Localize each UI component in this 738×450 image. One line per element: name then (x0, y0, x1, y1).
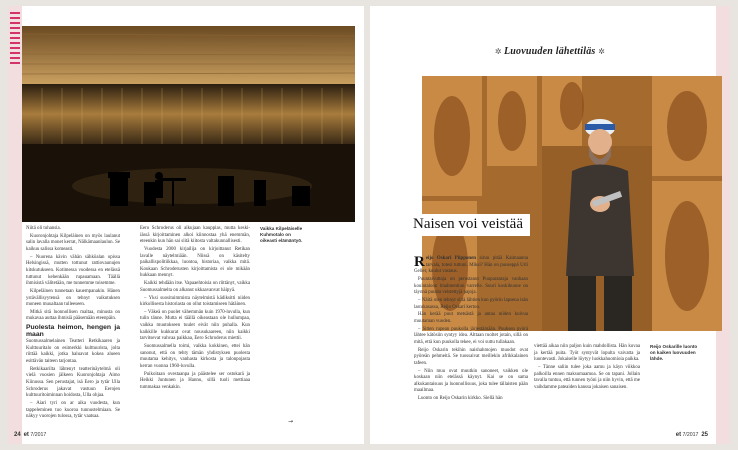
paragraph: – Yksi suosituimmista näytelmistä kädiksitti niiden kirkollisesta historiasta on ollut toistamiseen hätäinen. (140, 295, 250, 308)
ornament-icon: ✲ (494, 47, 504, 56)
paragraph: Puuntaivuttaja on perustanut Puuparantaja vanhaan koulutaloon lmalmentiun varrelle. Suuri koskihuone on täynnä puusta veistettyjä pajoja. (414, 276, 528, 296)
paragraph: – Aiari tyri on ar aika vuodesta, kun tappeleminen tuo kuoroa tunnustelmiaan. Se näkyy vuorojen tulossa, tytär vaatsaa. (26, 400, 120, 420)
magazine-brand: et (23, 432, 29, 438)
section-subhead: Puolesta heimon, hengen ja maan (26, 324, 120, 338)
paragraph: Vuodesta 2000 kirjailija on kirjoittanut Retikan lavalle näytelmiään. Niissä on käsitelty paikallispolitiikkaa, luontoa, historiaa, vaikka mitä. Koukaan Schroderusten kirjoittamista ei ole mikään hukkaan mennyt. (140, 246, 250, 279)
page-number: 25 (701, 432, 708, 438)
paragraph: Reijo Oskarin tekihin naishahmojen muodot ovat pyöreän pehmeitä. Se tuossaivat meillekin afrikkalainen tafeen. (414, 347, 528, 366)
paragraph: Kilpeläinen tunnetaan kauempanakin. Hänen ystävällisyytensä on tehnyt vaikutuksen moneen muualtaan tulleeseen. (26, 288, 120, 308)
paragraph: – Väkeä on puolet vähemmän kuin 1970-luvulla, kun tulin tänne. Mutta ei täällä oikeastaan ole hullumpaa, vaikka muutokseen tuulet eivät niin puhalla. Kun kaikkille kukkurat ovat nousukaareen, niin kaikki tarvitsevat vahvaa paikkaa, Eero Schroderus miettii. (140, 309, 250, 342)
paragraph: viettää aikaa niin paljon kuin mahdollista. Hän kuvaa ja kertää puita. Työt syntyvät lopulta vaivatta ja luontevasti. Jokaiselle löytyy luokkahuomioia paikka. (534, 344, 640, 363)
photo-caption: Vaikka Kilpeläiselle Kuhmotalo on oikeasti elämäntyö. (260, 226, 303, 243)
intro-text: siruu pitää Kaimaanna tarvala, totesi tuttuni. Miksi? Hän on puuseppä Urli Geller, kuulut vastaus. (414, 256, 528, 275)
paragraph: – Nuorena kävin vähän sähköalan opissa Helsingissä, mutten tottunut rattiovaunujen kitskutukseen. Kotimessa vuodessa en etelässä tuttunut kehenkään rupauamaan. Täällä ihmisistä välitetään, me tunnemme toisemme. (26, 254, 120, 287)
paragraph: Kaikki tehdään itse. Vapaaehtoisia on riittänyt, vaikka Suomussalmelta on alkanut ukkaavanvat häipyä. (140, 281, 250, 293)
paragraph: – Niin muu ovat muutkin sanoneet, vaikken ole koskaan niin etelässä käynyt. Kai se on sama alkukantaisuus ja luonnollisuus, joka tulee tällaisten pään maailmaa. (414, 368, 528, 394)
intro-name: eijo Oskari Piipponen (425, 256, 477, 261)
decorative-edge-left (8, 6, 22, 444)
issue-number: 7/2017 (682, 432, 699, 438)
continue-arrow-icon: → (288, 418, 294, 425)
page-folio (676, 432, 708, 438)
paragraph: – Näitä olen tehnyt siitä lähtien kun pyörin lapsena isän lastukasassa, Reijo Oskari kertoo. (414, 297, 528, 310)
issue-number: 7/2017 (30, 432, 47, 438)
paragraph: Suomussalmella toimi, vaikka kokkinen, ettei hän sanonut, että on tehty tämän yhdistyksen puolesta muutama kehitys, vanhasta kirkosta ja talonpojasta kerran vuonna 1960-luvulla. (140, 344, 250, 369)
section-title (370, 46, 730, 57)
paragraph: Hän kerää puut metsästä ja antaa niiden kuivua muutaman vuoden. (414, 312, 528, 324)
intro-paragraph (414, 256, 528, 276)
photo-caption: Reijo Oskarille luonto on kaiken luovuuden lähde. (650, 344, 698, 361)
article-headline: Naisen voi veistää (406, 214, 530, 236)
magazine-brand: et (675, 432, 682, 438)
page-number: 24 (14, 432, 21, 438)
section-title-text: Luovuuden lähettiläs (503, 46, 596, 57)
paragraph: Eero Schroderus oli alkujaan kauppias, mutta keski-iässä kirjoittaminen alkoi kiinnostaa yhä enemmän, eteenkin kun hän sai siitä kiitosta valtakunnallisesti. (140, 226, 250, 245)
paragraph: Retkikaarilta lähtenyt teatterinäytelmä oli vielä vuosien jälkeen Kuoronjohtaja Aimo Kiinussa. Sen perustajat, isä Eero ja tytär Ulla Schroderus jakavat vastuun Eerojen kulttuuritoiminnan hoidosta, Ulla ohjaa. (26, 366, 120, 399)
paragraph: Suomussalmelainen Teatteri Retkikaaren ja Kulttuuritalo on esimerkki kulttuurista, jolta riittää kaikki, jotka haluavat kokea alueen esittävän taiteen tarjontaa. (26, 339, 120, 365)
concert-hall-photo (22, 26, 355, 222)
ornament-icon: ✲ (598, 47, 606, 56)
left-page (8, 6, 364, 444)
pink-stripes-decoration (10, 10, 20, 70)
page-folio (14, 432, 46, 438)
drop-cap: R (414, 254, 425, 270)
paragraph: – Sitten rupean puukolla järjestämään. Puuksen pyörä lähtee kätösiin syntyy idea. Alttaan ruoltet jotain, sillä on mitä, että kun puukolla tekee, ei voi suttu tullakaan. (414, 326, 528, 345)
article-column-2 (140, 226, 250, 393)
paragraph: Kuoronjohtaja Kilpeläinen on myös laulanut salin lavalla monet kerrat, Nälkämaanlaulun. Se kaikuu salissa komeasti. (26, 233, 120, 252)
article-column-1 (414, 256, 528, 404)
paragraph: Niitä oli tuhansia. (26, 226, 61, 231)
paragraph: Puikoitaan ovestaanpa ja päästelee ser ostokarä ja Heikki Juntunen ja Hannu, sillä tuoli mettiaaa tummakaa venkakin. (140, 371, 250, 390)
article-column-2 (534, 344, 640, 393)
paragraph: – Tänne saliin tulee joka aamu ja käyn viikkoa palkoilla ennen maksumaamoa. Se on tapani. Jollain tavalla tuntuu, että tunnen työni ja niin hyvin, että me vaihdamme pateaiden kanssa jokaisen sanaisen. (534, 364, 640, 390)
article-column-1 (26, 226, 120, 422)
paragraph: Luonto on Reijo Oskarin kirkko. Siellä hän (418, 396, 503, 402)
right-page (370, 6, 730, 444)
paragraph: Mitkä sitä luonnollisen maltaa, minusta on mukavaa auttaa ihmisiä pääsemään eteenpäin. (26, 309, 120, 322)
